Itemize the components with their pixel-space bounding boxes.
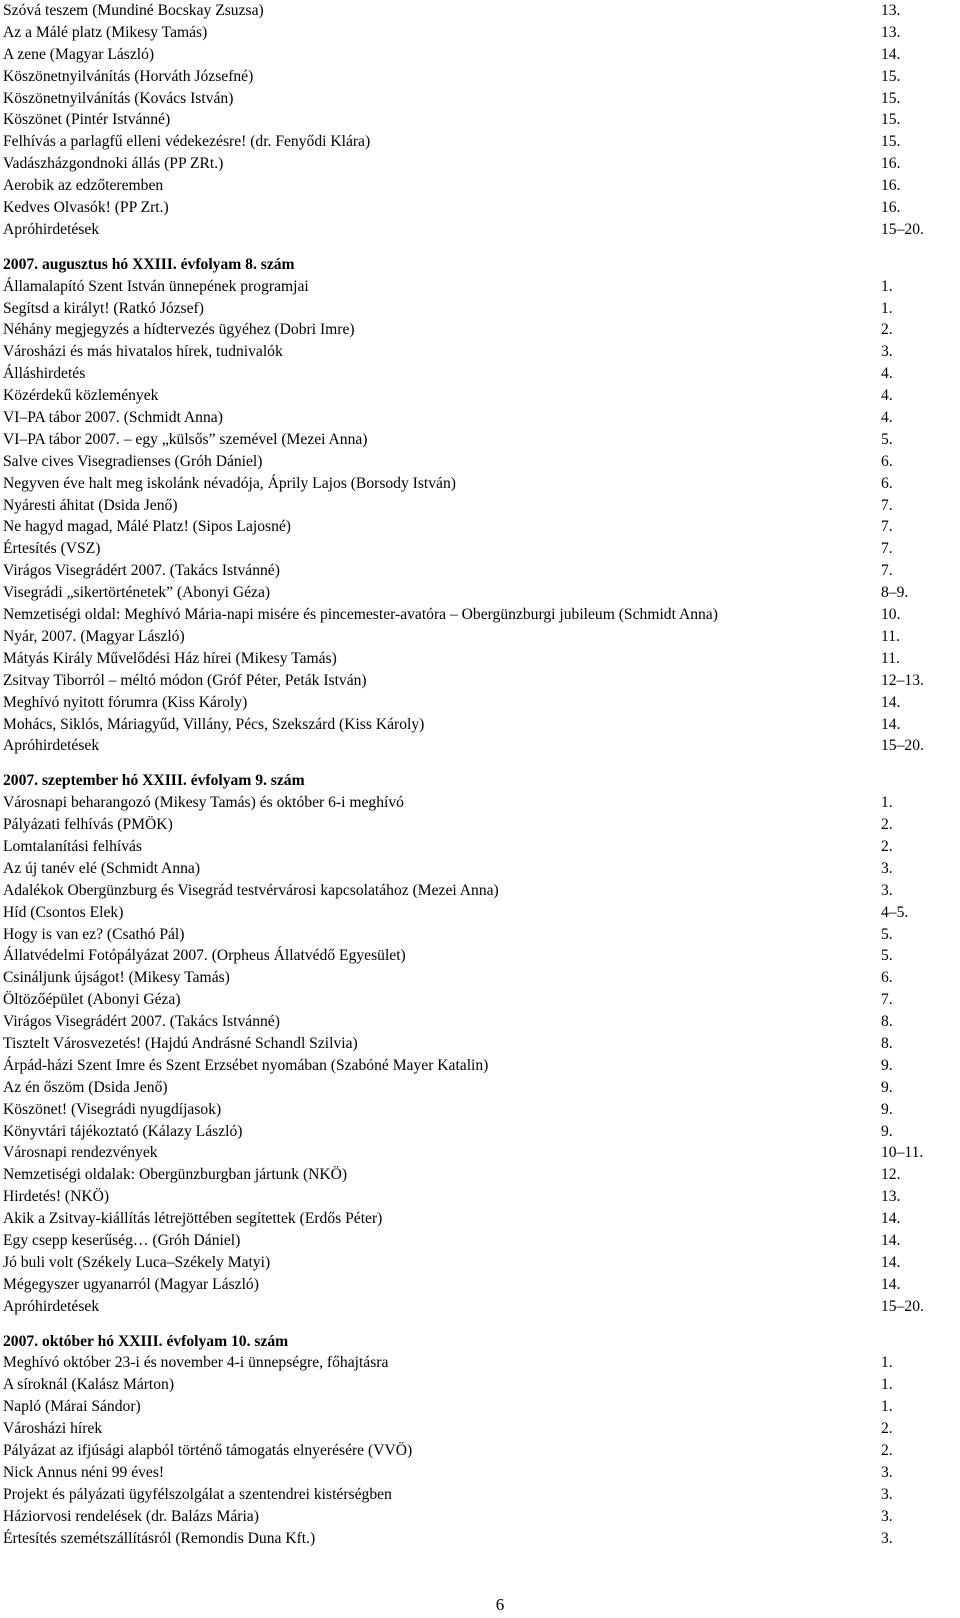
toc-entry [3, 560, 943, 582]
entry-title: Nick Annus néni 99 éves! [3, 1463, 165, 1481]
toc-entry [3, 66, 943, 88]
issue-heading: 2007. augusztus hó XXIII. évfolyam 8. szám [3, 255, 295, 273]
entry-title: Mégegyszer ugyanarról (Magyar László) [3, 1275, 259, 1293]
entry-title: Öltözőépület (Abonyi Géza) [3, 991, 181, 1009]
entry-title: Néhány megjegyzés a hídtervezés ügyéhez (Dobri Imre) [3, 321, 355, 339]
entry-title: A síroknál (Kalász Márton) [3, 1376, 175, 1394]
toc-entry [3, 1099, 943, 1121]
entry-page: 9. [881, 1100, 893, 1118]
toc-entry [3, 1462, 943, 1484]
entry-title: Álláshirdetés [3, 365, 86, 383]
entry-title: Híd (Csontos Elek) [3, 903, 124, 921]
entry-title: Mohács, Siklós, Máriagyűd, Villány, Pécs, Szekszárd (Kiss Károly) [3, 715, 425, 733]
entry-page: 1. [881, 1376, 893, 1394]
entry-page: 5. [881, 925, 893, 943]
entry-title: Apróhirdetések [3, 737, 100, 755]
entry-title: Háziorvosi rendelések (dr. Balázs Mária) [3, 1507, 259, 1525]
entry-page: 7. [881, 562, 893, 580]
entry-title: Napló (Márai Sándor) [3, 1398, 141, 1416]
entry-page: 3. [881, 1507, 893, 1525]
entry-page: 15. [881, 133, 901, 151]
entry-title: Aerobik az edzőteremben [3, 177, 164, 195]
entry-page: 5. [881, 947, 893, 965]
entry-page: 3. [881, 343, 893, 361]
entry-page: 3. [881, 859, 893, 877]
toc-entry [3, 1033, 943, 1055]
entry-page: 13. [881, 1188, 901, 1206]
toc-entry [3, 363, 943, 385]
toc-entry [3, 473, 943, 495]
toc-entry [3, 1352, 943, 1374]
entry-page: 14. [881, 715, 901, 733]
entry-page: 15–20. [881, 220, 924, 238]
entry-title: Értesítés szemétszállításról (Remondis Duna Kft.) [3, 1529, 316, 1547]
toc-entry [3, 1121, 943, 1143]
entry-page: 12. [881, 1166, 901, 1184]
toc-entry [3, 319, 943, 341]
entry-page: 2. [881, 1442, 893, 1459]
entry-page: 15. [881, 89, 901, 107]
toc-entry [3, 429, 943, 451]
toc-entry [3, 131, 943, 153]
toc-entry [3, 1374, 943, 1396]
entry-page: 4–5. [881, 903, 909, 921]
entry-title: Állatvédelmi Fotópályázat 2007. (Orpheus Állatvédő Egyesület) [3, 947, 406, 965]
table-of-contents [3, 0, 943, 1549]
entry-title: Tisztelt Városvezetés! (Hajdú Andrásné Schandl Szilvia) [3, 1034, 358, 1052]
entry-title: Városházi hírek [3, 1420, 103, 1438]
toc-entry [3, 538, 943, 560]
entry-page: 6. [881, 969, 893, 987]
entry-page: 4. [881, 409, 893, 427]
entry-title: Könyvtári tájékoztató (Kálazy László) [3, 1122, 243, 1140]
toc-entry [3, 0, 943, 22]
toc-entry [3, 1440, 943, 1462]
section-spacer [3, 1318, 943, 1331]
toc-entry [3, 88, 943, 110]
entry-title: Visegrádi „sikertörténetek” (Abonyi Géza) [3, 584, 271, 602]
entry-page: 15. [881, 67, 901, 85]
entry-title: Nyáresti áhitat (Dsida Jenő) [3, 496, 178, 514]
toc-entry [3, 836, 943, 858]
toc-entry [3, 735, 943, 757]
entry-title: VI–PA tábor 2007. – egy „külsős” szemével (Mezei Anna) [3, 430, 368, 448]
entry-page: 3. [881, 1463, 893, 1481]
entry-page: 5. [881, 430, 893, 448]
entry-title: VI–PA tábor 2007. (Schmidt Anna) [3, 409, 223, 427]
entry-title: Hogy is van ez? (Csathó Pál) [3, 925, 185, 943]
entry-title: Negyven éve halt meg iskolánk névadója, Áprily Lajos (Borsody István) [3, 474, 456, 492]
entry-page: 7. [881, 496, 893, 514]
toc-entry [3, 451, 943, 473]
toc-entry [3, 1077, 943, 1099]
toc-entry [3, 1055, 943, 1077]
toc-entry [3, 1164, 943, 1186]
entry-title: Nemzetiségi oldalak: Obergünzburgban jártunk (NKÖ) [3, 1166, 348, 1184]
toc-entry [3, 276, 943, 298]
toc-entry [3, 692, 943, 714]
toc-entry [3, 298, 943, 320]
entry-title: Városnapi beharangozó (Mikesy Tamás) és október 6-i meghívó [3, 794, 404, 812]
entry-title: Hirdetés! (NKÖ) [3, 1188, 110, 1206]
toc-entry [3, 1396, 943, 1418]
entry-title: Pályázat az ifjúsági alapból történő támogatás elnyerésére (VVÖ) [3, 1442, 413, 1459]
entry-title: Csináljunk újságot! (Mikesy Tamás) [3, 969, 230, 987]
toc-entry [3, 341, 943, 363]
entry-page: 3. [881, 1485, 893, 1503]
entry-page: 1. [881, 794, 893, 812]
entry-title: Jó buli volt (Székely Luca–Székely Matyi) [3, 1253, 271, 1271]
entry-page: 16. [881, 199, 901, 217]
entry-title: Az új tanév elé (Schmidt Anna) [3, 859, 201, 877]
issue-heading: 2007. szeptember hó XXIII. évfolyam 9. szám [3, 772, 305, 790]
toc-entry [3, 582, 943, 604]
entry-title: Az én őszöm (Dsida Jenő) [3, 1078, 168, 1096]
toc-entry [3, 153, 943, 175]
toc-entry [3, 109, 943, 131]
entry-page: 9. [881, 1078, 893, 1096]
toc-entry [3, 1208, 943, 1230]
toc-entry [3, 714, 943, 736]
entry-page: 16. [881, 177, 901, 195]
entry-page: 7. [881, 540, 893, 558]
entry-title: Az a Málé platz (Mikesy Tamás) [3, 23, 208, 41]
toc-entry [3, 814, 943, 836]
entry-page: 8–9. [881, 584, 909, 602]
entry-page: 1. [881, 1398, 893, 1416]
entry-page: 14. [881, 45, 901, 63]
entry-page: 13. [881, 23, 901, 41]
entry-page: 3. [881, 881, 893, 899]
section-spacer [3, 757, 943, 770]
section-spacer [3, 241, 943, 254]
entry-title: Apróhirdetések [3, 1297, 100, 1315]
entry-title: Kedves Olvasók! (PP Zrt.) [3, 199, 169, 217]
toc-entry [3, 1011, 943, 1033]
entry-title: Közérdekű közlemények [3, 387, 159, 405]
entry-page: 2. [881, 816, 893, 834]
toc-entry [3, 44, 943, 66]
issue-heading: 2007. október hó XXIII. évfolyam 10. szám [3, 1332, 289, 1350]
toc-entry [3, 1230, 943, 1252]
toc-entry [3, 197, 943, 219]
entry-title: Ne hagyd magad, Málé Platz! (Sipos Lajosné) [3, 518, 291, 536]
entry-page: 14. [881, 693, 901, 711]
toc-entry [3, 175, 943, 197]
entry-page: 10–11. [881, 1144, 924, 1162]
toc-entry [3, 924, 943, 946]
toc-entry [3, 516, 943, 538]
entry-title: Köszönetnyilvánítás (Kovács István) [3, 89, 234, 107]
toc-entry [3, 407, 943, 429]
entry-page: 4. [881, 387, 893, 405]
entry-title: Köszönet (Pintér Istvánné) [3, 111, 171, 129]
toc-entry [3, 1274, 943, 1296]
entry-title: Köszönet! (Visegrádi nyugdíjasok) [3, 1100, 222, 1118]
entry-page: 11. [881, 649, 900, 667]
entry-title: Virágos Visegrádért 2007. (Takács Istvánné) [3, 1013, 280, 1031]
entry-title: Szóvá teszem (Mundiné Bocskay Zsuzsa) [3, 2, 264, 19]
entry-page: 14. [881, 1210, 901, 1228]
entry-page: 9. [881, 1122, 893, 1140]
toc-entry [3, 385, 943, 407]
entry-title: Virágos Visegrádért 2007. (Takács Istvánné) [3, 562, 280, 580]
entry-page: 15–20. [881, 1297, 924, 1315]
entry-title: Pályázati felhívás (PMÖK) [3, 816, 173, 834]
entry-page: 8. [881, 1034, 893, 1052]
toc-entry [3, 1296, 943, 1318]
entry-page: 14. [881, 1253, 901, 1271]
entry-page: 8. [881, 1013, 893, 1031]
toc-entry [3, 22, 943, 44]
toc-entry [3, 945, 943, 967]
entry-title: Mátyás Király Művelődési Ház hírei (Mikesy Tamás) [3, 649, 337, 667]
entry-title: Lomtalanítási felhívás [3, 837, 143, 855]
toc-entry [3, 792, 943, 814]
entry-title: Meghívó október 23-i és november 4-i ünnepségre, főhajtásra [3, 1354, 389, 1372]
entry-title: A zene (Magyar László) [3, 45, 155, 63]
toc-entry [3, 1186, 943, 1208]
entry-title: Meghívó nyitott fórumra (Kiss Károly) [3, 693, 248, 711]
entry-page: 15–20. [881, 737, 924, 755]
entry-title: Salve cives Visegradienses (Gróh Dániel) [3, 452, 263, 470]
toc-entry [3, 967, 943, 989]
entry-title: Segítsd a királyt! (Ratkó József) [3, 299, 204, 317]
entry-title: Felhívás a parlagfű elleni védekezésre! (dr. Fenyődi Klára) [3, 133, 371, 151]
entry-page: 16. [881, 155, 901, 173]
entry-title: Akik a Zsitvay-kiállítás létrejöttében segítettek (Erdős Péter) [3, 1210, 383, 1228]
entry-page: 14. [881, 1231, 901, 1249]
entry-page: 1. [881, 1354, 893, 1372]
toc-entry [3, 1528, 943, 1550]
toc-entry [3, 604, 943, 626]
toc-entry [3, 1484, 943, 1506]
entry-page: 13. [881, 2, 901, 19]
toc-entry [3, 648, 943, 670]
page-number: 6 [495, 1595, 505, 1614]
entry-page: 1. [881, 299, 893, 317]
entry-title: Nyár, 2007. (Magyar László) [3, 627, 185, 645]
entry-page: 6. [881, 474, 893, 492]
entry-page: 2. [881, 321, 893, 339]
entry-page: 12–13. [881, 671, 924, 689]
entry-title: Értesítés (VSZ) [3, 540, 101, 558]
entry-page: 1. [881, 277, 893, 295]
toc-entry [3, 858, 943, 880]
entry-page: 7. [881, 518, 893, 536]
toc-entry [3, 626, 943, 648]
entry-title: Nemzetiségi oldal: Meghívó Mária-napi misére és pincemester-avatóra – Obergünzburgi jubileum (Schmidt Anna) [3, 606, 718, 624]
entry-page: 9. [881, 1056, 893, 1074]
entry-title: Városházi és más hivatalos hírek, tudnivalók [3, 343, 283, 361]
entry-page: 10. [881, 606, 901, 624]
toc-entry [3, 495, 943, 517]
entry-page: 15. [881, 111, 901, 129]
toc-entry [3, 1506, 943, 1528]
entry-title: Köszönetnyilvánítás (Horváth Józsefné) [3, 67, 254, 85]
toc-entry [3, 989, 943, 1011]
entry-title: Árpád-házi Szent Imre és Szent Erzsébet nyomában (Szabóné Mayer Katalin) [3, 1056, 489, 1074]
entry-page: 14. [881, 1275, 901, 1293]
toc-entry [3, 902, 943, 924]
entry-title: Vadászházgondnoki állás (PP ZRt.) [3, 155, 224, 173]
entry-page: 2. [881, 837, 893, 855]
entry-title: Városnapi rendezvények [3, 1144, 158, 1162]
entry-page: 6. [881, 452, 893, 470]
toc-entry [3, 1252, 943, 1274]
toc-entry [3, 670, 943, 692]
entry-title: Projekt és pályázati ügyfélszolgálat a szentendrei kistérségben [3, 1485, 392, 1503]
entry-page: 2. [881, 1420, 893, 1438]
toc-entry [3, 1418, 943, 1440]
entry-title: Egy csepp keserűség… (Gróh Dániel) [3, 1231, 241, 1249]
entry-title: Államalapító Szent István ünnepének programjai [3, 277, 309, 295]
entry-page: 4. [881, 365, 893, 383]
entry-page: 7. [881, 991, 893, 1009]
entry-title: Zsitvay Tiborról – méltó módon (Gróf Péter, Peták István) [3, 671, 367, 689]
entry-title: Apróhirdetések [3, 220, 100, 238]
entry-page: 3. [881, 1529, 893, 1547]
toc-entry [3, 880, 943, 902]
entry-page: 11. [881, 627, 900, 645]
toc-entry [3, 219, 943, 241]
toc-entry [3, 1142, 943, 1164]
entry-title: Adalékok Obergünzburg és Visegrád testvérvárosi kapcsolatához (Mezei Anna) [3, 881, 499, 899]
